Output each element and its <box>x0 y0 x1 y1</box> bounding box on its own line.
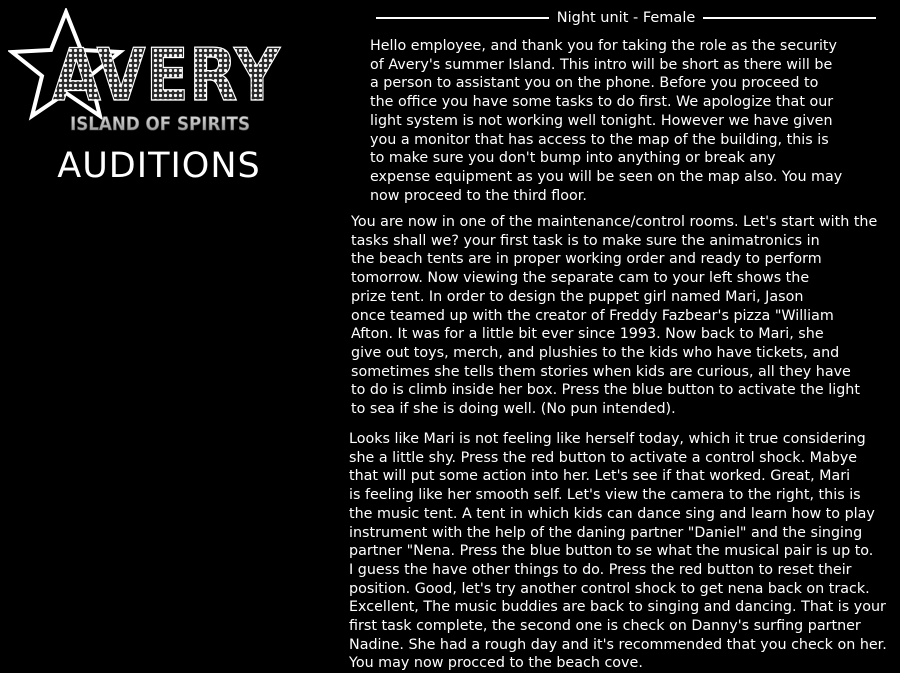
section-header <box>376 8 876 28</box>
section-title: Night unit - Female <box>556 10 696 26</box>
avery-logo <box>8 8 298 138</box>
logo-subtitle: ISLAND OF SPIRITS <box>70 113 250 135</box>
intro-paragraph: Hello employee, and thank you for taking the role as the security of Avery's summer Island. This intro will be short as there will be a person to assistant you on the phone. Before you proceed to the office you have some tasks to do first. We apologize that our light system is not working well tonight. However we have given you a monitor that has access to the map of the building, this is to make sure you don't bump into anything or break any expense equipment as you will be seen on the map also. You may now proceed to the third floor. <box>370 38 843 204</box>
second-task-paragraph: Looks like Mari is not feeling like herself today, which it true considering she a little shy. Press the red button to activate a control shock. Mabye that will put some action into her. Let's see if that worked. Great, Mari is feeling like her smooth self. Let's view the camera to the right, this is the music tent. A tent in which kids can dance sing and learn how to play instrument with the help of the daning partner "Daniel" and the singing partner "Nena. Press the blue button to se what the musical pair is up to. I guess the have other things to do. Press the red button to reset their position. Good, let's try another control shock to get nena back on track. Excellent, The music buddies are back to singing and dancing. That is your first task complete, the second one is check on Danny's surfing partner Nadine. She had a rough day and it's recommended that you check on her. You may now procced to the beach cove. <box>349 431 887 672</box>
first-task-paragraph: You are now in one of the maintenance/control rooms. Let's start with the tasks shall we? your first task is to make sure the animatronics in the beach tents are in proper working order and ready to perform tomorrow. Now viewing the separate cam to your left shows the prize tent. In order to design the puppet girl named Mari, Jason once teamed up with the creator of Freddy Fazbear's pizza "William Afton. It was for a little bit ever since 1993. Now back to Mari, she give out toys, merch, and plushies to the kids who have tickets, and sometimes she tells them stories when kids are curious, all they have to do is climb inside her box. Press the blue button to activate the light to sea if she is doing well. (No pun intended). <box>351 214 878 418</box>
auditions-heading: AUDITIONS <box>57 146 261 186</box>
logo-word: AVERY <box>52 33 281 117</box>
header-rule-left <box>376 17 549 19</box>
header-rule-right <box>703 17 876 19</box>
